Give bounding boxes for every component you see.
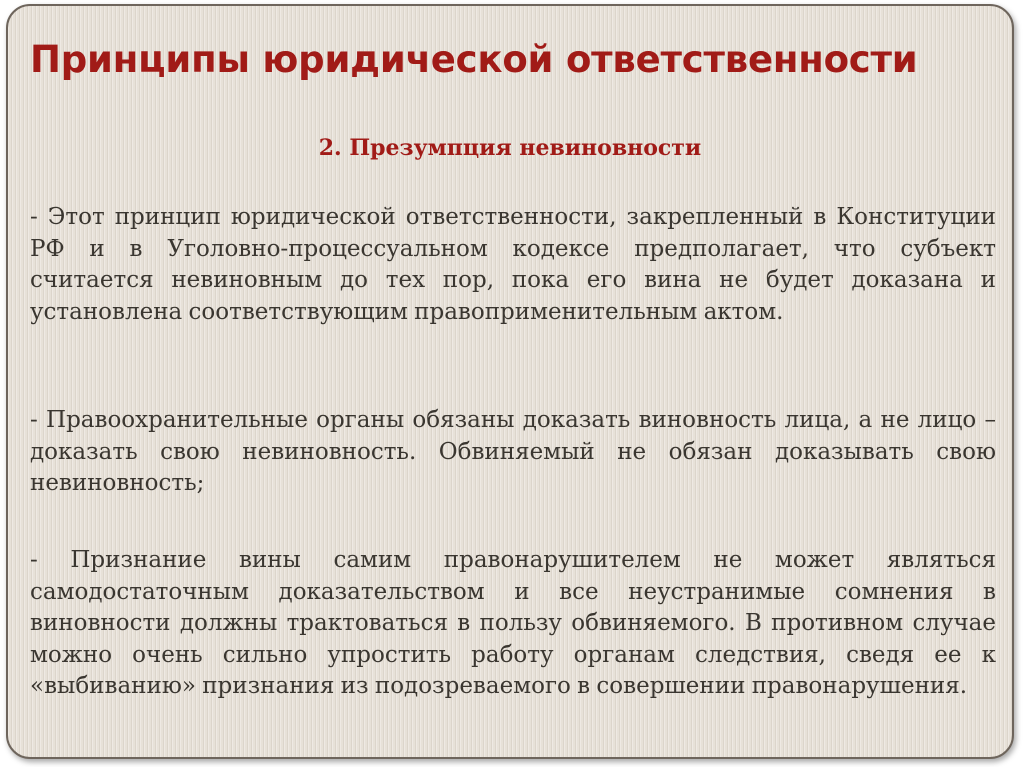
slide-title: Принципы юридической ответственности xyxy=(30,38,918,81)
paragraph-burden-of-proof: - Правоохранительные органы обязаны доказать виновность лица, а не лицо – доказать свою невиновность. Обвиняемый не обязан доказывать свою невиновность; xyxy=(30,407,996,496)
slide-frame xyxy=(6,4,1014,759)
paragraph-constitution: - Этот принцип юридической ответственности, закрепленный в Конституции РФ и в Уголовно-процессуальном кодексе предполагает, что субъект считается невиновным до тех пор, пока его вина не будет доказана и установлена соответствующим правоприменительным актом. xyxy=(30,204,996,325)
paragraph-confession: - Признание вины самим правонарушителем не может являться самодостаточным доказательством и все неустранимые сомнения в виновности должны трактоваться в пользу обвиняемого. В противном случае можно очень сильно упростить работу органам следствия, сведя ее к «выбиванию» признания из подозреваемого в совершении правонарушения. xyxy=(30,547,996,699)
slide-subtitle: 2. Презумпция невиновности xyxy=(318,135,702,161)
